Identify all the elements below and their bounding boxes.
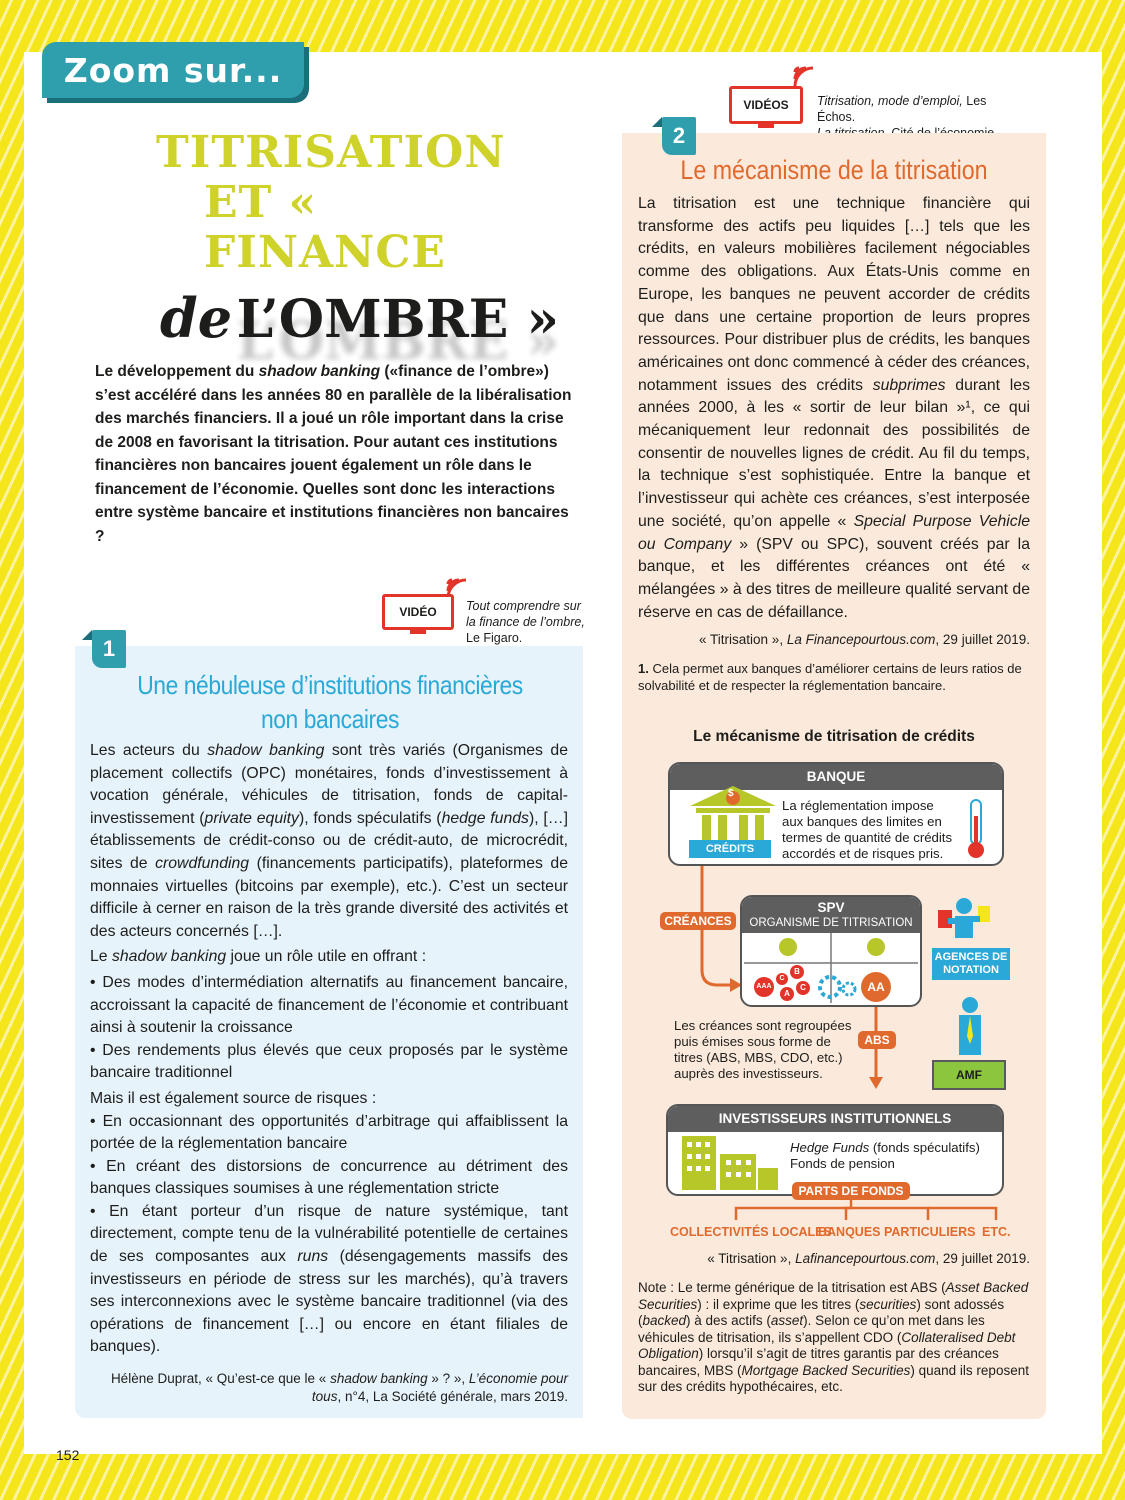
footnote: 1. Cela permet aux banques d’améliorer certains de leurs ratios de solvabilité et de respecter la réglementation bancaire.: [638, 661, 1022, 693]
section-2-number: 2: [662, 117, 696, 155]
section-1-number: 1: [92, 630, 126, 668]
bullet-item: • En créant des distorsions de concurrence au détriment des banques classiques soumises à une réglementation stricte: [90, 1157, 568, 1198]
intro-italic: shadow banking: [258, 363, 381, 380]
destination-label: BANQUES: [818, 1225, 881, 1239]
hedge-funds: Hedge Funds: [790, 1140, 870, 1155]
page-number: 152: [56, 1447, 80, 1463]
video-stand: [758, 124, 774, 128]
fund-shares-label: PARTS DE FONDS: [792, 1182, 910, 1200]
video-caption: [466, 598, 586, 646]
destination-label: ETC.: [982, 1225, 1011, 1239]
section-1-heading: [110, 668, 550, 736]
abs-label: ABS: [858, 1031, 896, 1049]
video-caption-source: Les Échos.: [817, 94, 987, 124]
rating-badge: B: [790, 965, 804, 979]
title-de: de: [160, 286, 233, 350]
rating-badge: A: [780, 987, 794, 1001]
bullet-item: • En occasionnant des opportunités d’arbitrage qui affaiblissent la portée de la réglementation bancaire: [90, 1112, 568, 1153]
title-line-3: [160, 286, 580, 350]
intro-text: («finance de l’ombre») s’est accéléré dans les années 80 en parallèle de la libéralisation des marchés financiers. Il a joué un rôle important dans la crise de 2008 en favorisant la titrisation. Pour autant ces institutions financières non bancaires jouent également un rôle dans le financement de l’économie. Quelles sont donc les interactions entre système bancaire et institutions financières non bancaires ?: [95, 363, 572, 545]
intro-paragraph: [95, 360, 575, 548]
rating-cluster: [754, 965, 824, 1005]
spv-subtitle: ORGANISME DE TITRISATION: [749, 917, 913, 929]
diagram-source: « Titrisation », Lafinancepourtous.com, 29 juillet 2019.: [707, 1251, 1030, 1266]
aa-badge: AA: [861, 972, 891, 1002]
bullet-item: • Des modes d’intermédiation alternatifs au financement bancaire, accroissant la capacité de financement de l’économie et contribuant ainsi à soutenir la croissance: [90, 973, 568, 1037]
bank-heading: BANQUE: [670, 764, 1002, 790]
title-line-2: ET « FINANCE: [204, 177, 446, 278]
destination-label: COLLECTIVITÉS LOCALES: [670, 1225, 832, 1239]
investors-heading: INVESTISSEURS INSTITUTIONNELS: [668, 1106, 1002, 1132]
thermometer-icon: [964, 798, 988, 860]
rating-badge: AAA: [754, 977, 774, 997]
regroup-text: Les créances sont regroupées puis émises sous forme de titres (ABS, MBS, CDO, etc.) auprès des investisseurs.: [674, 1018, 852, 1081]
video-stand: [410, 630, 426, 634]
rating-agencies-label: AGENCES DE NOTATION: [932, 948, 1010, 980]
video-link-1[interactable]: [382, 578, 585, 648]
rating-agency-person-icon: [934, 896, 994, 948]
section-2-body: La titrisation est une technique financière qui transforme des actifs peu liquides […] tels que les crédits, en valeurs mobilières facilement négociables comme des obligations. Aux États-Unis comme en Europe, les banques ne peuvent accorder de crédits que dans une certaine proportion de leurs propres ressources. Pour distribuer plus de crédits, les banques américaines ont donc commencé à céder des créances, notamment issues des crédits subprimes durant les années 2000, à les « sortir de leur bilan »¹, ce qui mécaniquement leur redonnait des possibilités de consentir de nouvelles lignes de crédit. Au fil du temps, la technique s’est sophistiquée. Entre la banque et l’investisseur qui achète ces créances, s’est interposée une société, qu’on appelle « Special Purpose Vehicle ou Company » (SPV ou SPC), souvent créés par la banque, et les différentes créances ont été « mélangées » à des titres de meilleure qualité servant de réserve en cas de défaillance.: [638, 195, 1031, 621]
video-screen-icon: VIDÉOS: [729, 86, 803, 124]
section-1-heading-line: non bancaires: [260, 704, 400, 734]
buildings-icon: [672, 1124, 782, 1190]
video-caption-source: Le Figaro.: [466, 631, 523, 645]
rating-badge: C: [776, 973, 788, 985]
bullet-item: • En étant porteur d’un risque de nature systémique, tant directement, compte tenu de la vulnérabilité potentielle de certaines de ses composantes aux runs (désengagements massifs des investisseurs en période de stress sur les marchés), qu’à travers ses interconnexions avec le système bancaire traditionnel (via des opérations de financement […] ou encore en étant filiales de banques).: [90, 1202, 568, 1356]
video-link-2[interactable]: [729, 64, 1029, 134]
amf-person-icon: [950, 996, 990, 1058]
credits-label: CRÉDITS: [689, 840, 771, 858]
video-caption-title: Tout comprendre sur la finance de l’ombre,: [466, 599, 585, 629]
creances-label: CRÉANCES: [660, 912, 736, 930]
paragraph: Mais il est également source de risques :: [90, 1089, 377, 1107]
destination-label: PARTICULIERS: [884, 1225, 976, 1239]
section-1-source: Hélène Duprat, « Qu’est-ce que le « shadow banking » ? », L’économie pour tous, n°4, La Société générale, mars 2019.: [110, 1371, 568, 1404]
video-screen-icon: VIDÉO: [382, 594, 454, 630]
diagram-title: Le mécanisme de titrisation de crédits: [693, 728, 975, 745]
note: Note : Le terme générique de la titrisation est ABS (Asset Backed Securities) : il exprime que les titres (securities) sont adossés (backed) à des actifs (asset). Selon ce qu’on met dans les véhicules de titrisation, ils s’appellent CDO (Collateralised Debt Obligation) lorsqu’il s’agit de titres garantis par des créances bancaires, MBS (Mortgage Backed Securities) quand ils reposent sur des crédits hypothécaires, etc.: [638, 1280, 1029, 1394]
page-title: [150, 128, 570, 350]
investors-text: [790, 1140, 1000, 1172]
section-2-heading: Le mécanisme de la titrisation: [680, 155, 988, 185]
amf-logo: AMF: [932, 1060, 1006, 1090]
title-ombre: L’OMBRE »: [236, 289, 560, 350]
section-1-heading-line: Une nébuleuse d’institutions financières: [137, 670, 523, 700]
bullet-item: • Des rendements plus élevés que ceux proposés par le système bancaire traditionnel: [90, 1041, 568, 1082]
paragraph: Les acteurs du shadow banking sont très variés (Organismes de placement collectifs (OPC) monétaires, fonds d’investissement à vocation générale, véhicules de titrisation, fonds de capital-investissement (private equity), fonds spéculatifs (hedge funds), […] établissements de crédit-conso ou de crédit-auto, de microcrédit, sites de crowdfunding (financements participatifs), plateformes de monnaies virtuelles (bitcoins par exemple), etc.). C’est un secteur difficile à cerner en raison de la très grande diversité des activités et des acteurs concernés […].: [90, 742, 568, 940]
rating-badge: C: [796, 981, 810, 995]
video-caption-title: Titrisation, mode d’emploi,: [817, 94, 963, 108]
intro-text: Le développement du: [95, 363, 259, 380]
pension-funds: Fonds de pension: [790, 1156, 895, 1171]
title-line-1: TITRISATION: [156, 127, 506, 178]
spv-title: SPV: [817, 900, 845, 915]
dollar-sign: $: [728, 788, 734, 799]
zoom-tag: Zoom sur...: [42, 42, 304, 98]
section-1-body: [90, 740, 568, 1362]
paragraph: Le shadow banking joue un rôle utile en offrant :: [90, 948, 427, 966]
section-2-source: « Titrisation », La Financepourtous.com, 29 juillet 2019.: [699, 632, 1030, 647]
bank-text: La réglementation impose aux banques des limites en termes de quantité de crédits accordés et de risques pris.: [782, 798, 953, 861]
spv-heading: [742, 897, 920, 933]
hedge-funds-desc: (fonds spéculatifs): [869, 1140, 980, 1155]
